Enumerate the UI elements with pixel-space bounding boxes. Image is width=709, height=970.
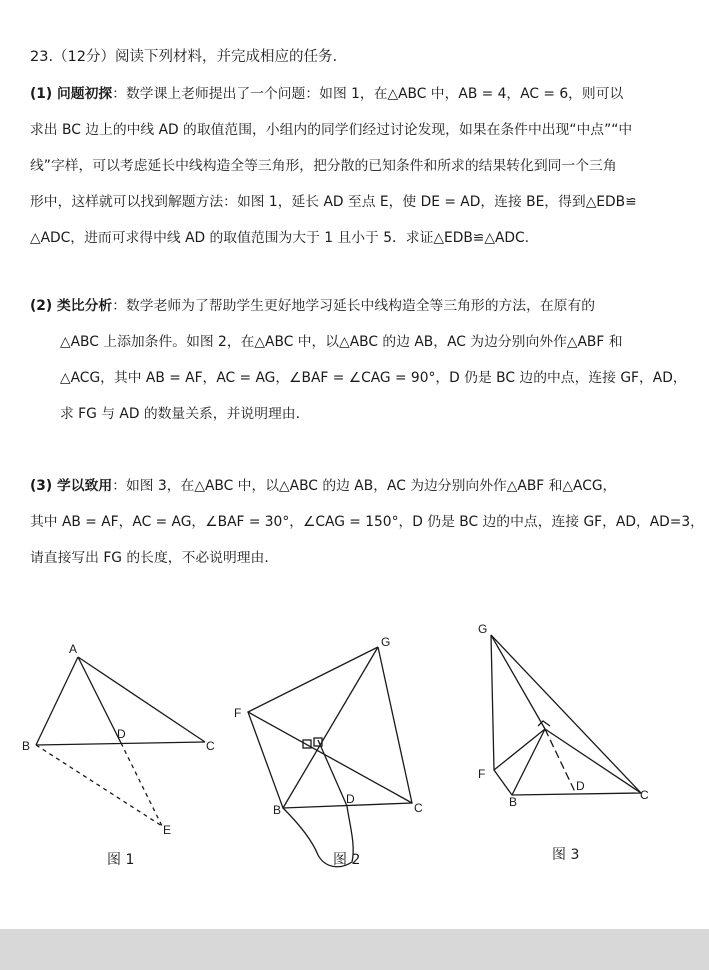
part2-line-3: △ACG，其中 AB = AF，AC = AG，∠BAF = ∠CAG = 90°，D 仍是 BC 边的中点，连接 GF，AD， <box>60 370 687 386</box>
fig1-label-c: C <box>206 739 215 753</box>
figure-1 <box>22 642 215 837</box>
fig1-extension-de <box>121 743 162 826</box>
fig3-caption: 图 3 <box>552 847 580 863</box>
fig3-label-d: D <box>576 779 585 793</box>
part1-text-1: ：数学课上老师提出了一个问题：如图 1，在△ABC 中，AB = 4，AC = 6，则可以 <box>112 86 624 102</box>
part1-title: (1) 问题初探 <box>30 86 113 102</box>
fig2-caption: 图 2 <box>333 852 361 868</box>
part3-title: (3) 学以致用 <box>30 478 113 494</box>
figure-2 <box>234 635 423 867</box>
question-header: 23.（12分）阅读下列材料，并完成相应的任务. <box>30 49 338 65</box>
fig3-label-b: B <box>509 795 518 809</box>
part2-line-2: △ABC 上添加条件。如图 2，在△ABC 中，以△ABC 的边 AB，AC 为边分别向外作△ABF 和 <box>60 334 623 350</box>
fig2-label-c: C <box>414 801 423 815</box>
fig1-segment-ac <box>78 657 205 742</box>
fig1-caption: 图 1 <box>107 852 135 868</box>
fig3-label-g: G <box>478 622 488 636</box>
part3-line-2: 其中 AB = AF，AC = AG，∠BAF = 30°，∠CAG = 150°，D 仍是 BC 边的中点，连接 GF，AD，AD=3， <box>30 514 704 530</box>
fig3-label-f: F <box>478 767 486 781</box>
part2-title: (2) 类比分析 <box>30 298 113 314</box>
fig2-label-d: D <box>346 792 355 806</box>
fig3-outline <box>491 635 641 795</box>
fig2-median-ad <box>318 740 347 806</box>
fig1-label-a: A <box>69 642 78 656</box>
part1-line-4: 形中，这样就可以找到解题方法：如图 1，延长 AD 至点 E，使 DE = AD，连接 BE，得到△EDB≌ <box>30 194 637 210</box>
fig1-segment-ab <box>36 657 78 745</box>
part1-line-1 <box>30 84 623 104</box>
part2-line-1 <box>30 296 595 316</box>
fig1-label-d: D <box>117 727 126 741</box>
part3-line-1 <box>30 476 616 496</box>
fig1-median-ad <box>78 657 121 743</box>
part3-text-1: ：如图 3，在△ABC 中，以△ABC 的边 AB，AC 为边分别向外作△ABF 和△ACG， <box>112 478 617 494</box>
part3-line-3: 请直接写出 FG 的长度，不必说明理由. <box>30 550 269 566</box>
part1-line-3: 线”字样，可以考虑延长中线构造全等三角形，把分散的已知条件和所求的结果转化到同一个三角 <box>30 158 617 174</box>
fig3-segment-fa <box>494 729 545 770</box>
fig3-segment-ac <box>545 729 641 793</box>
part1-line-2: 求出 BC 边上的中线 AD 的取值范围，小组内的同学们经过讨论发现，如果在条件中出现“中点”“中 <box>30 122 633 138</box>
part2-text-1: ：数学老师为了帮助学生更好地学习延长中线构造全等三角形的方法，在原有的 <box>112 298 596 314</box>
fig3-angle-mark <box>538 721 550 726</box>
fig1-segment-be <box>36 745 162 826</box>
fig3-segment-ba <box>512 729 545 795</box>
part1-line-5: △ADC，进而可求得中线 AD 的取值范围为大于 1 且小于 5．求证△EDB≌△ADC. <box>30 230 530 246</box>
part2-line-4: 求 FG 与 AD 的数量关系，并说明理由. <box>60 406 300 422</box>
fig3-segment-ga <box>491 635 545 729</box>
fig2-label-g: G <box>381 635 391 649</box>
fig2-label-f: F <box>234 706 242 720</box>
fig2-label-b: B <box>273 803 282 817</box>
fig1-label-b: B <box>22 739 31 753</box>
fig2-segment-fc <box>248 712 412 803</box>
bottom-bar <box>0 929 709 970</box>
fig1-label-e: E <box>163 823 172 837</box>
fig3-label-c: C <box>640 788 649 802</box>
figure-3 <box>478 622 649 809</box>
